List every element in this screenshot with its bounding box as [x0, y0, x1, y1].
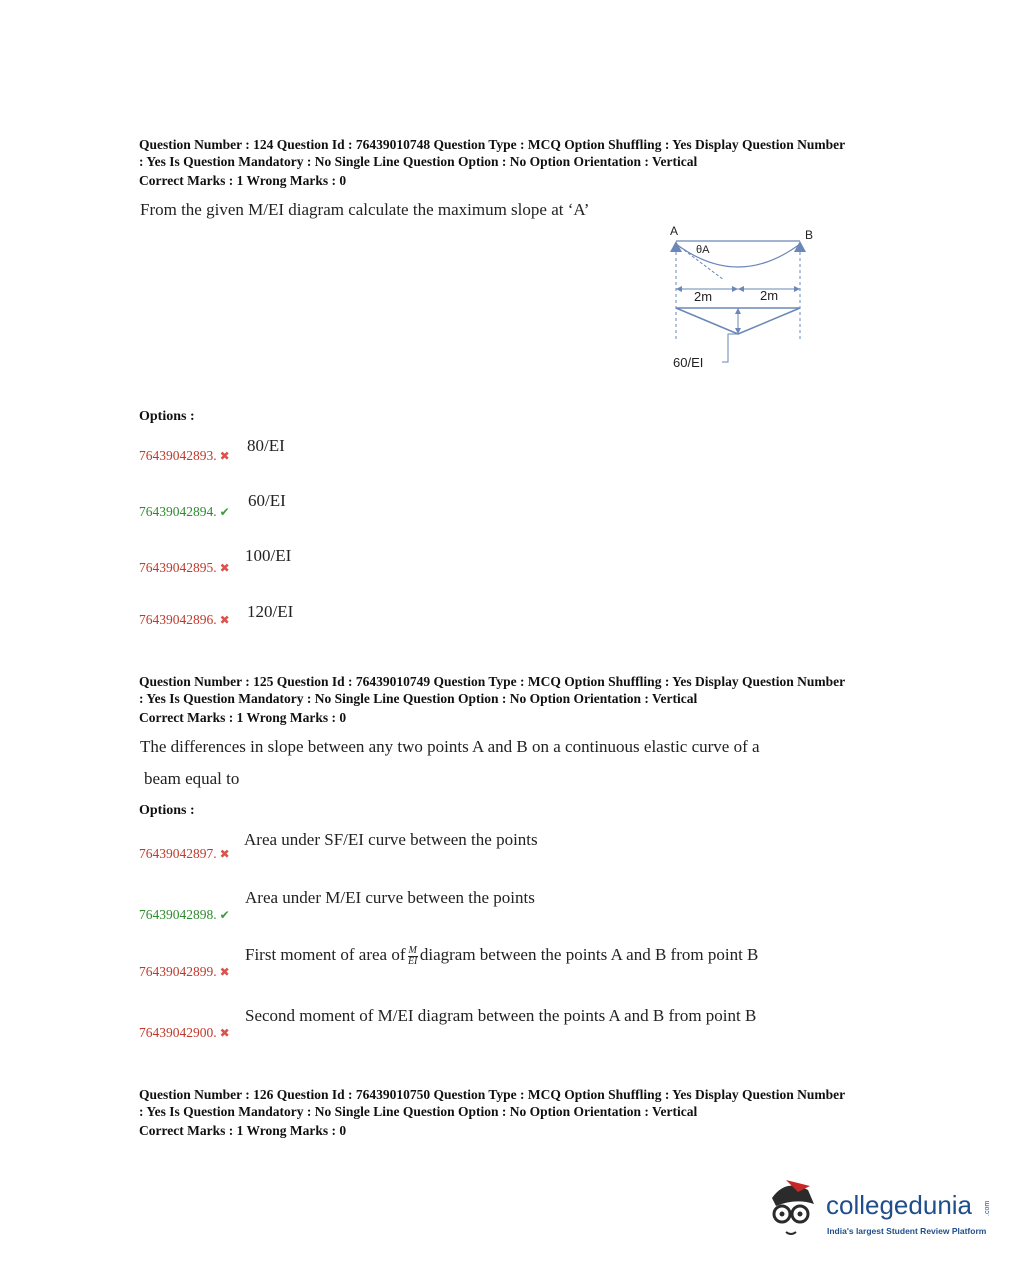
fraction-denominator: EI: [407, 955, 418, 967]
cross-icon: ✖: [219, 561, 230, 575]
label-moment: 60/EI: [673, 355, 704, 370]
dim-arrow-mid1-icon: [732, 286, 738, 292]
option-id-text: 76439042898.: [139, 907, 217, 922]
q124-option-3-id[interactable]: [139, 560, 230, 576]
leader-line: [722, 334, 738, 362]
q124-option-4-id[interactable]: [139, 612, 230, 628]
q125-meta: [139, 673, 909, 726]
label-a: A: [670, 224, 679, 238]
cross-icon: ✖: [219, 449, 230, 463]
check-icon: ✔: [219, 908, 230, 922]
collegedunia-logo[interactable]: [766, 1176, 996, 1246]
m-ei-diagram: [664, 222, 824, 374]
fraction-numerator: M: [408, 944, 417, 956]
logo-tagline: India's largest Student Review Platform: [827, 1226, 987, 1236]
q125-question-text-line1: The differences in slope between any two points A and B on a continuous elastic curve of a: [140, 737, 760, 756]
option-text-before: First moment of area of: [245, 945, 406, 964]
q126-meta: [139, 1086, 909, 1139]
check-icon: ✔: [219, 505, 230, 519]
option-id-text: 76439042893.: [139, 448, 217, 463]
option-id-text: 76439042894.: [139, 504, 217, 519]
q125-option-1-id[interactable]: [139, 846, 230, 862]
fraction-m-over-ei: [408, 946, 418, 967]
cross-icon: ✖: [219, 1026, 230, 1040]
label-span-right: 2m: [760, 288, 779, 303]
q125-option-2-id[interactable]: [139, 907, 230, 923]
option-id-text: 76439042895.: [139, 560, 217, 575]
q124-marks: Correct Marks : 1 Wrong Marks : 0: [139, 173, 347, 188]
elastic-curve: [676, 244, 800, 267]
q126-marks: Correct Marks : 1 Wrong Marks : 0: [139, 1123, 347, 1138]
q125-option-3-id[interactable]: [139, 964, 230, 980]
q124-meta: [139, 136, 909, 189]
option-text-after: diagram between the points A and B from point B: [419, 945, 759, 964]
option-id-text: 76439042896.: [139, 612, 217, 627]
q125-marks: Correct Marks : 1 Wrong Marks : 0: [139, 710, 347, 725]
q124-question-text: From the given M/EI diagram calculate the maximum slope at ‘A’: [140, 200, 590, 219]
label-span-left: 2m: [694, 289, 713, 304]
logo-brand-text: collegedunia: [826, 1190, 973, 1220]
q125-question-text-line2: beam equal to: [144, 769, 240, 788]
q124-option-2-id[interactable]: [139, 504, 230, 520]
label-b: B: [805, 228, 814, 242]
q126-meta-line2: : Yes Is Question Mandatory : No Single Line Question Option : No Option Orientation : Vertical: [139, 1104, 698, 1119]
cross-icon: ✖: [219, 965, 230, 979]
q124-option-4-text[interactable]: 120/EI: [247, 602, 294, 621]
q125-option-1-text[interactable]: Area under SF/EI curve between the points: [244, 830, 538, 849]
option-id-text: 76439042897.: [139, 846, 217, 861]
cross-icon: ✖: [219, 847, 230, 861]
q125-option-4-text[interactable]: Second moment of M/EI diagram between the points A and B from point B: [245, 1006, 757, 1025]
q124-option-1-id[interactable]: [139, 448, 230, 464]
q125-option-2-text[interactable]: Area under M/EI curve between the points: [245, 888, 535, 907]
q124-options-label: Options :: [139, 409, 195, 424]
q124-option-1-text[interactable]: 80/EI: [247, 436, 285, 455]
q126-meta-line1: Question Number : 126 Question Id : 76439010750 Question Type : MCQ Option Shuffling : Yes Display Question Number: [139, 1087, 846, 1102]
dim-arrow-left-icon: [676, 286, 682, 292]
q125-options-label: Options :: [139, 803, 195, 818]
q125-meta-line1: Question Number : 125 Question Id : 76439010749 Question Type : MCQ Option Shuffling : Yes Display Question Number: [139, 674, 846, 689]
option-id-text: 76439042899.: [139, 964, 217, 979]
q125-option-4-id[interactable]: [139, 1025, 230, 1041]
q124-option-3-text[interactable]: 100/EI: [245, 546, 292, 565]
option-id-text: 76439042900.: [139, 1025, 217, 1040]
dim-arrow-right-icon: [794, 286, 800, 292]
logo-tld-text: .com: [984, 1200, 991, 1216]
q124-option-2-text[interactable]: 60/EI: [248, 491, 286, 510]
mascot-icon: [772, 1180, 814, 1234]
height-arrow-up-icon: [735, 308, 741, 314]
q124-meta-line1: Question Number : 124 Question Id : 76439010748 Question Type : MCQ Option Shuffling : Yes Display Question Number: [139, 137, 846, 152]
q125-meta-line2: : Yes Is Question Mandatory : No Single Line Question Option : No Option Orientation : Vertical: [139, 691, 698, 706]
q125-option-3-text[interactable]: [245, 945, 758, 967]
dim-arrow-mid2-icon: [738, 286, 744, 292]
cross-icon: ✖: [219, 613, 230, 627]
q124-meta-line2: : Yes Is Question Mandatory : No Single Line Question Option : No Option Orientation : Vertical: [139, 154, 698, 169]
label-theta-a: θA: [696, 244, 710, 256]
